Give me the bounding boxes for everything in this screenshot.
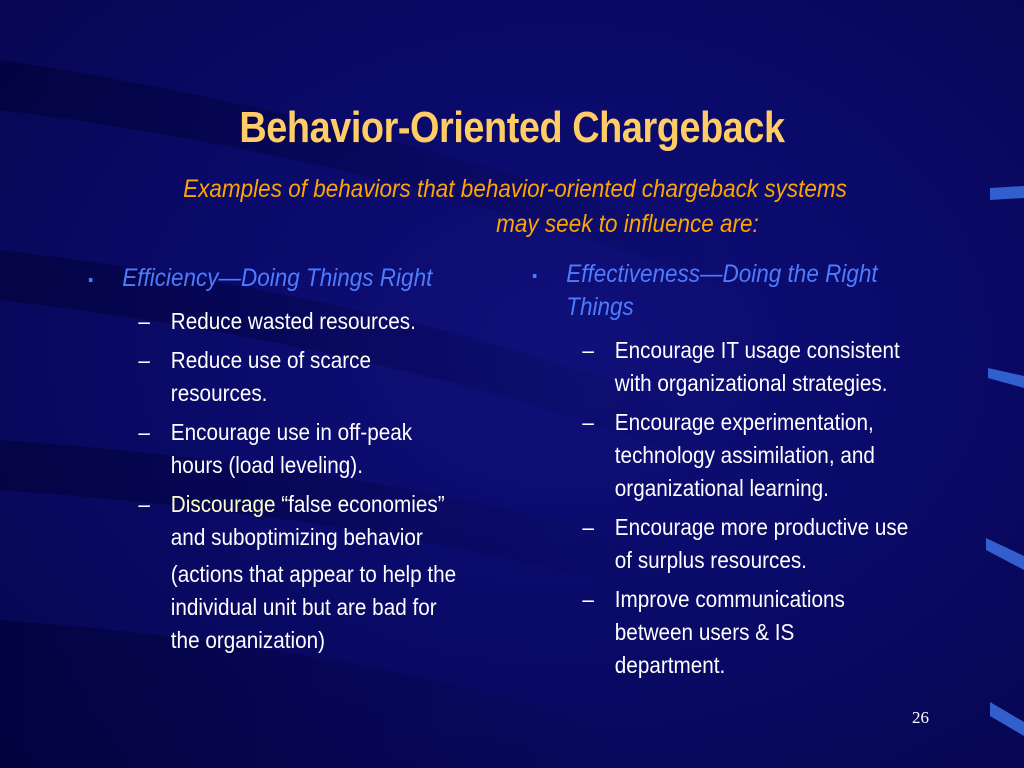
list-item-text: Improve communications [614, 586, 845, 612]
list-item [532, 334, 919, 400]
efficiency-heading-text: Efficiency—Doing Things Right [122, 264, 433, 292]
continuation-paragraph [88, 558, 466, 657]
effectiveness-heading-text: Things [566, 293, 634, 321]
right-column [532, 258, 962, 688]
list-item-text [171, 488, 466, 521]
list-item-text: department. [614, 652, 726, 678]
list-item-text: between users & IS [614, 619, 795, 645]
continuation-line: (actions that appear to help the [170, 561, 457, 587]
list-item-text: Reduce use of scarce [170, 347, 372, 373]
list-item-text: hours (load leveling). [170, 452, 363, 478]
continuation-line: the organization) [170, 627, 326, 653]
list-item [532, 406, 919, 505]
dash-bullet-icon: – [138, 308, 150, 334]
slide-subtitle [142, 172, 889, 242]
subtitle-line-1: Examples of behaviors that behavior-oriented chargeback systems [183, 175, 847, 203]
dash-bullet-icon: – [582, 337, 594, 363]
list-item-text: with organizational strategies. [614, 370, 888, 396]
slide-title: Behavior-Oriented Chargeback [239, 103, 785, 152]
square-bullet-icon: ▪ [88, 272, 94, 289]
square-bullet-icon: ▪ [532, 268, 538, 285]
page-number: 26 [912, 708, 929, 727]
dash-bullet-icon: – [582, 586, 594, 612]
effectiveness-heading [532, 258, 919, 324]
list-item-text: Encourage more productive use [614, 514, 909, 540]
list-item [88, 488, 466, 554]
subtitle-line-2: may seek to influence are: [496, 210, 759, 238]
list-item [532, 511, 919, 577]
list-item-text: organizational learning. [614, 475, 829, 501]
left-column [88, 262, 508, 657]
list-item-text: Encourage IT usage consistent [614, 337, 900, 363]
list-item-text: Reduce wasted resources. [170, 308, 416, 334]
false-economies-text: “false economies” [275, 491, 445, 517]
discourage-word: Discourage [170, 491, 276, 517]
list-item-text: Encourage experimentation, [614, 409, 874, 435]
list-item [88, 416, 466, 482]
list-item-text: technology assimilation, and [614, 442, 875, 468]
dash-bullet-icon: – [138, 419, 150, 445]
list-item [88, 344, 466, 410]
dash-bullet-icon: – [138, 347, 150, 373]
list-item-text: resources. [170, 380, 268, 406]
continuation-line: individual unit but are bad for [170, 594, 437, 620]
list-item [88, 305, 466, 338]
dash-bullet-icon: – [582, 409, 594, 435]
list-item-text: and suboptimizing behavior [170, 524, 423, 550]
effectiveness-heading-text: Effectiveness—Doing the Right [566, 260, 878, 288]
dash-bullet-icon: – [582, 514, 594, 540]
list-item [532, 583, 919, 682]
list-item-text: of surplus resources. [614, 547, 807, 573]
dash-bullet-icon: – [138, 491, 150, 517]
list-item-text: Encourage use in off-peak [170, 419, 413, 445]
efficiency-heading [88, 262, 466, 295]
